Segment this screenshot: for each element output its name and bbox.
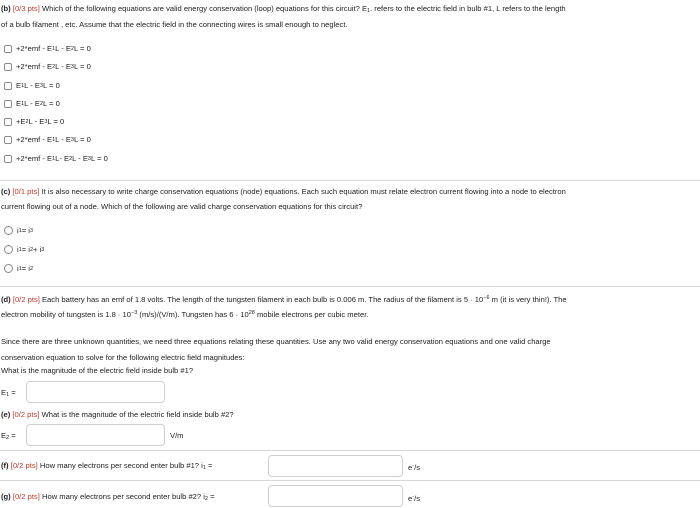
option-c2[interactable]: i 1 = i 2 + i 3 (4, 244, 44, 255)
e1-label: $E_1$ = (1, 388, 16, 398)
paragraph-line1: Since there are three unknown quantities, we need three equations relating these quantities. Use any two valid energy conservation equations and one valid charge (1, 337, 551, 346)
option-b1[interactable]: +2*emf - E 1 L - E 2 L = 0 (4, 43, 91, 54)
question-e: (e) [0/2 pts] What is the magnitude of the electric field inside bulb #2? (1, 410, 234, 419)
points-c: [0/1 pts] (12, 187, 40, 196)
points-b: [0/3 pts] (12, 4, 40, 13)
e2-input[interactable] (26, 424, 165, 446)
i1-input[interactable] (268, 455, 403, 477)
question-d-line1: (d) [0/2 pts] Each battery has an emf of 1.8 volts. The length of the tungsten filament in each bulb is 0.006 m. The radius of the filament is $5 \cdot 10^{-6}$ m (it is very thin!). The (1, 295, 567, 304)
points-f: [0/2 pts] (10, 461, 38, 470)
option-b2[interactable]: +2*emf - E 2 L - E 3 L = 0 (4, 61, 91, 72)
question-g: (g) [0/2 pts] How many electrons per second enter bulb #2? $i_2$ = (1, 492, 215, 502)
section-c (0, 180, 700, 281)
i2-unit: e-/s (408, 494, 420, 503)
question-f: (f) [0/2 pts] How many electrons per second enter bulb #1? $i_1$ = (1, 461, 213, 471)
checkbox[interactable] (4, 63, 12, 71)
points-d: [0/2 pts] (12, 295, 40, 304)
paragraph-line2: conservation equation to solve for the following electric field magnitudes: (1, 353, 245, 362)
section-b (0, 0, 700, 180)
question-bulb1-field: What is the magnitude of the electric field inside bulb #1? (1, 366, 194, 375)
radio[interactable] (4, 245, 13, 254)
question-d-line2: electron mobility of tungsten is $1.8 \cdot 10^{-3}$ (m/s)/(V/m). Tungsten has $6 \cdot 10^{28}$ mobile electrons per cubic meter. (1, 310, 369, 319)
option-b7[interactable]: +2*emf - E 1 L- E 2 L - E 3 L = 0 (4, 153, 108, 164)
question-b-line2: of a bulb filament , etc. Assume that the electric field in the connecting wires is small enough to neglect. (1, 20, 348, 29)
option-b3[interactable]: E 1 L - E 3 L = 0 (4, 80, 60, 91)
checkbox[interactable] (4, 155, 12, 163)
e2-label: $E_2$ = (1, 431, 16, 441)
checkbox[interactable] (4, 136, 12, 144)
option-c3[interactable]: i 1 = i 2 (4, 263, 33, 274)
points-g: [0/2 pts] (12, 492, 40, 501)
question-c-line1: (c) [0/1 pts] It is also necessary to write charge conservation equations (node) equations. Each such equation must relate electron current flowing into a node to electron (1, 187, 566, 196)
option-b6[interactable]: +2*emf - E 1 L - E 3 L = 0 (4, 134, 91, 145)
option-b4[interactable]: E 1 L - E 2 L = 0 (4, 98, 60, 109)
i2-input[interactable] (268, 485, 403, 507)
question-c-line2: current flowing out of a node. Which of the following are valid charge conservation equations for this circuit? (1, 202, 363, 211)
section-f (0, 450, 700, 481)
radio[interactable] (4, 226, 13, 235)
option-b5[interactable]: +E 2 L - E 3 L = 0 (4, 116, 64, 127)
radio[interactable] (4, 264, 13, 273)
section-d (0, 286, 700, 407)
checkbox[interactable] (4, 118, 12, 126)
checkbox[interactable] (4, 100, 12, 108)
e1-input[interactable] (26, 381, 165, 403)
i1-unit: e-/s (408, 463, 420, 472)
e2-unit: V/m (170, 431, 184, 440)
question-b-line1: (b) [0/3 pts] Which of the following equations are valid energy conservation (loop) equations for this circuit? $E_1$. refers to the electric field in bulb #1, L refers to the length (1, 4, 566, 14)
option-c1[interactable]: i 1 = i 3 (4, 225, 33, 236)
checkbox[interactable] (4, 45, 12, 53)
checkbox[interactable] (4, 82, 12, 90)
section-e (0, 406, 700, 450)
points-e: [0/2 pts] (12, 410, 40, 419)
section-g (0, 480, 700, 508)
